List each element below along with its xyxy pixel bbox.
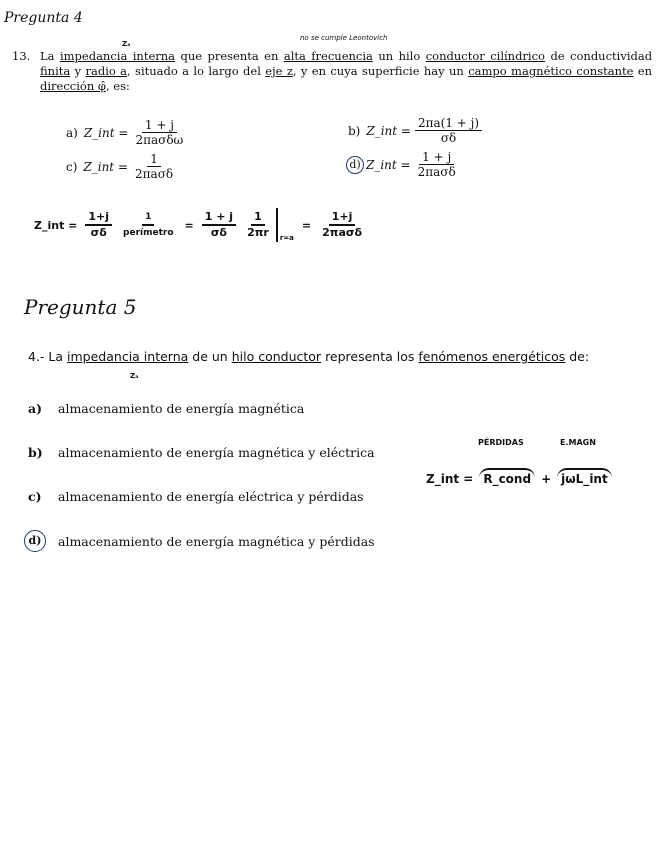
pregunta-5-title: Pregunta 5	[24, 295, 137, 319]
fraction-num: 1 + j	[142, 118, 177, 133]
work-fraction	[120, 210, 176, 240]
q5-option-c	[28, 489, 364, 504]
q-underlined: impedancia interna	[59, 49, 176, 63]
work-fraction	[85, 210, 112, 240]
option-text: almacenamiento de energía magnética	[58, 401, 305, 416]
option-fraction	[415, 150, 459, 179]
annotation-lhs: Z_int =	[426, 472, 474, 486]
q-text: La	[40, 49, 55, 63]
q-text: representa los	[325, 349, 415, 364]
fraction-num: 1+j	[329, 210, 356, 226]
q-text: y	[74, 64, 82, 78]
evaluation-label: r=a	[279, 234, 294, 242]
question-13	[12, 49, 652, 94]
handwritten-zi-note: Zₐ	[130, 372, 139, 380]
fraction-den: 2πaσδ	[417, 165, 456, 179]
option-label-wrap	[24, 530, 58, 552]
annotation-equation	[426, 468, 612, 486]
evaluation-bar	[276, 208, 278, 242]
q-underlined: hilo conductor	[231, 349, 322, 364]
q-underlined: dirección φ̂	[40, 79, 106, 93]
fraction-den: 2πr	[247, 226, 269, 239]
fraction-num: 1	[142, 210, 154, 226]
q-text: que presenta en	[180, 49, 279, 63]
fraction-den: σδ	[440, 131, 457, 145]
q-underlined: fenómenos energéticos	[418, 349, 566, 364]
q-text: un hilo	[378, 49, 421, 63]
work-equals: =	[184, 218, 194, 232]
work-fraction	[244, 210, 272, 240]
q5-option-b	[28, 445, 375, 460]
option-fraction	[132, 152, 176, 181]
annotation-rcond: R_cond	[479, 468, 535, 486]
option-label: a)	[66, 125, 78, 140]
option-lhs: Z_int =	[83, 159, 129, 174]
pregunta-4-title: Pregunta 4	[4, 10, 83, 26]
option-lhs: Z_int =	[366, 157, 411, 172]
option-label: c)	[28, 489, 42, 504]
option-text: almacenamiento de energía magnética y pérdidas	[58, 533, 375, 549]
q-text: , situado a lo largo del	[127, 64, 261, 78]
fraction-den: 2πaσδω	[135, 133, 184, 147]
q-underlined: eje z	[265, 64, 293, 78]
option-label: a)	[28, 401, 43, 416]
option-a	[66, 118, 186, 147]
option-lhs: Z_int =	[366, 123, 411, 138]
q-text: en	[637, 64, 653, 78]
option-d	[346, 150, 459, 179]
fraction-num: 1	[251, 210, 265, 226]
work-fraction	[202, 210, 236, 240]
handwritten-zi-note: Zₐ	[122, 40, 131, 48]
option-label: b)	[348, 123, 361, 138]
q-underlined: conductor cilíndrico	[425, 49, 545, 63]
question-number: 13.	[12, 49, 31, 63]
option-lhs: Z_int =	[83, 125, 129, 140]
q-text: , es:	[105, 79, 130, 93]
option-fraction	[415, 116, 482, 145]
annotation-jwl: jωL_int	[557, 468, 612, 486]
q-underlined: impedancia interna	[67, 349, 189, 364]
fraction-num: 1 + j	[419, 150, 454, 165]
fraction-den: σδ	[90, 226, 107, 239]
work-lhs: Z_int =	[34, 218, 78, 232]
option-label: b)	[28, 445, 43, 460]
work-fraction	[319, 210, 365, 240]
fraction-num: 1 + j	[202, 210, 236, 226]
fraction-den: 2πaσδ	[135, 167, 174, 181]
q-underlined: campo magnético constante	[468, 64, 634, 78]
q5-option-a	[28, 401, 304, 416]
handwritten-note: no se cumple Leontovich	[300, 34, 388, 42]
question-number: 4.-	[28, 349, 45, 364]
question-4	[28, 349, 640, 364]
selected-answer-circle: d)	[24, 530, 46, 552]
option-c	[66, 152, 176, 181]
fraction-num: 1	[147, 152, 161, 167]
work-equals: =	[301, 218, 312, 232]
fraction-den: σδ	[210, 226, 227, 239]
annotation-emagn: E.MAGN	[560, 438, 596, 447]
q-text: La	[48, 349, 64, 364]
annotation-plus: +	[541, 472, 552, 486]
fraction-den: perímetro	[123, 228, 174, 238]
q-underlined: radio a	[85, 64, 128, 78]
q-underlined: finita	[40, 64, 71, 78]
q-text: de conductividad	[550, 49, 653, 63]
fraction-num: 2πa(1 + j)	[415, 116, 482, 131]
annotation-perdidas: PÉRDIDAS	[478, 438, 524, 447]
option-label: c)	[66, 159, 78, 174]
selected-answer-circle: d)	[346, 156, 364, 174]
fraction-num: 1+j	[85, 210, 112, 226]
option-fraction	[132, 118, 186, 147]
q5-option-d	[24, 530, 375, 552]
option-text: almacenamiento de energía magnética y eléctrica	[58, 445, 375, 460]
option-text: almacenamiento de energía eléctrica y pérdidas	[58, 489, 364, 504]
option-b	[348, 116, 482, 145]
fraction-den: 2πaσδ	[322, 226, 363, 239]
q-text: , y en cuya superficie hay un	[292, 64, 464, 78]
handwritten-derivation	[34, 208, 365, 242]
q-text: de:	[569, 349, 590, 364]
q-underlined: alta frecuencia	[283, 49, 373, 63]
q-text: de un	[192, 349, 228, 364]
